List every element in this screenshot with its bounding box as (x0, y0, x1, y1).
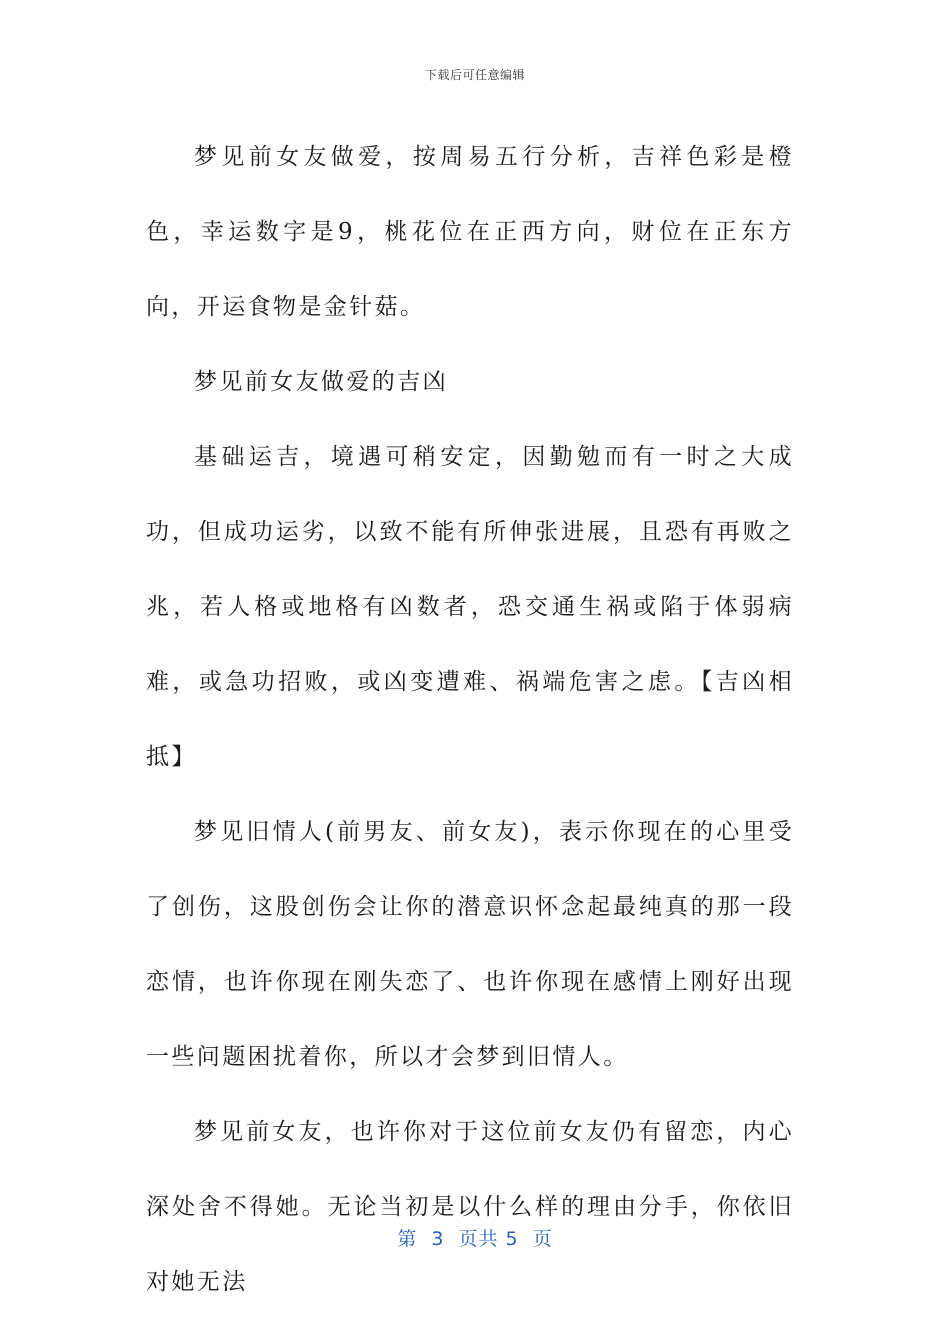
page-footer: 第 3 页共 5 页 (397, 1228, 553, 1250)
paragraph-4: 梦见前女友，也许你对于这位前女友仍有留恋，内心深处舍不得她。无论当初是以什么样的理由分手，你依旧对她无法 (146, 1119, 794, 1295)
paragraph-1: 梦见前女友做爱，按周易五行分析，吉祥色彩是橙色，幸运数字是9，桃花位在正西方向，财位在正东方向，开运食物是金针菇。 (146, 144, 794, 320)
paragraph-2: 基础运吉，境遇可稍安定，因勤勉而有一时之大成功，但成功运劣，以致不能有所伸张进展，且恐有再败之兆，若人格或地格有凶数者，恐交通生祸或陷于体弱病难，或急功招败，或凶变遭难、祸端危害之虑。【吉凶相抵】 (146, 444, 794, 770)
paragraph-3: 梦见旧情人(前男友、前女友)，表示你现在的心里受了创伤，这股创伤会让你的潜意识怀念起最纯真的那一段恋情，也许你现在刚失恋了、也许你现在感情上刚好出现一些问题困扰着你，所以才会梦到旧情人。 (146, 819, 794, 1070)
document-body (146, 120, 794, 1320)
section-heading: 梦见前女友做爱的吉凶 (194, 369, 448, 395)
page-header: 下载后可任意编辑 (424, 68, 525, 82)
